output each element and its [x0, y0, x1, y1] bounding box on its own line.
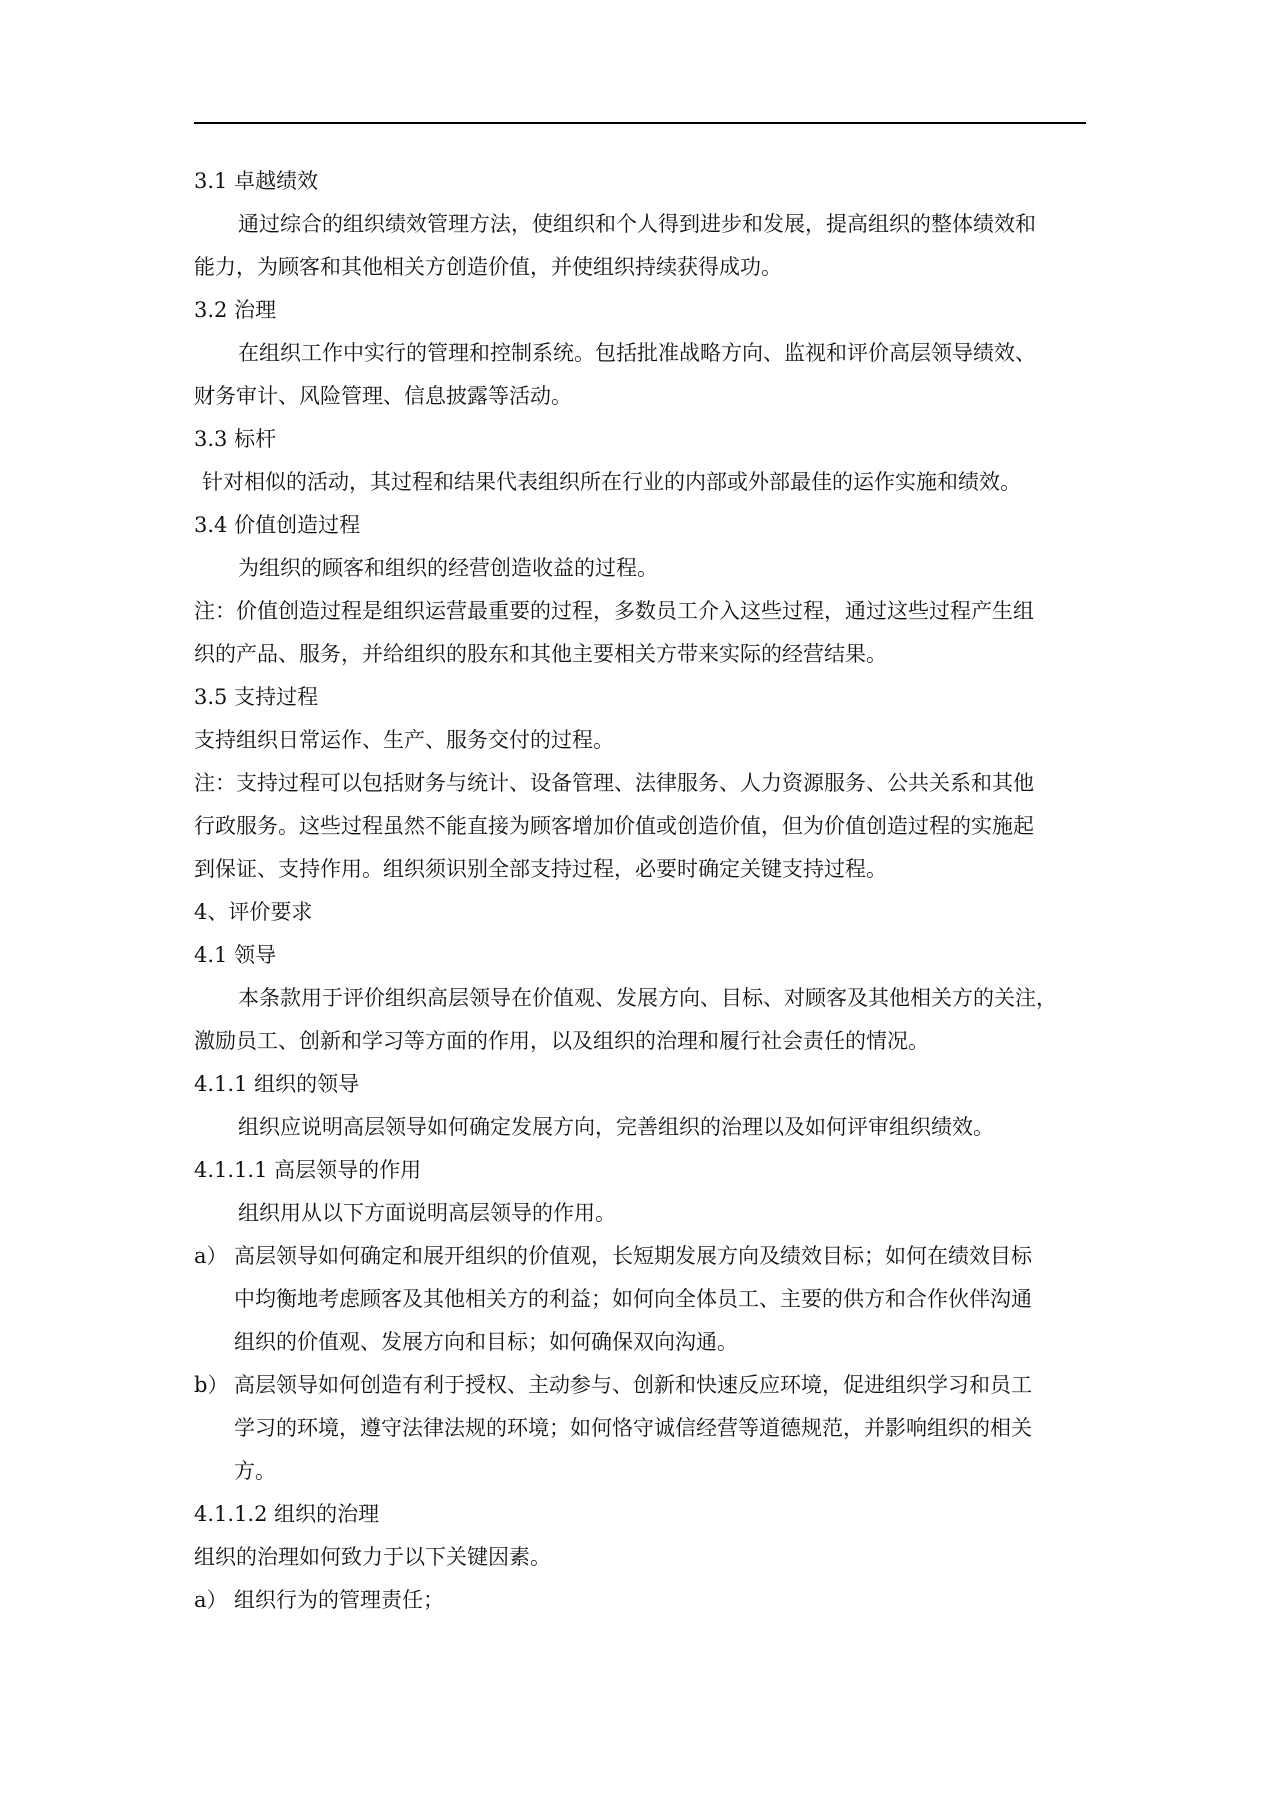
paragraph-line: 注：支持过程可以包括财务与统计、设备管理、法律服务、人力资源服务、公共关系和其他	[194, 771, 1034, 795]
paragraph-line: 到保证、支持作用。组织须识别全部支持过程，必要时确定关键支持过程。	[194, 857, 887, 881]
list-marker: a）	[194, 1588, 228, 1612]
document-body	[194, 160, 1086, 1622]
paragraph-line: 激励员工、创新和学习等方面的作用，以及组织的治理和履行社会责任的情况。	[194, 1029, 929, 1053]
list-item	[194, 1364, 1086, 1493]
paragraph	[194, 461, 1086, 504]
paragraph-line: 能力，为顾客和其他相关方创造价值，并使组织持续获得成功。	[194, 255, 782, 279]
paragraph-line: 通过综合的组织绩效管理方法，使组织和个人得到进步和发展，提高组织的整体绩效和	[238, 212, 1036, 236]
list-line: 学习的环境，遵守法律法规的环境；如何恪守诚信经营等道德规范，并影响组织的相关	[234, 1416, 1032, 1440]
section-heading: 4.1.1.1 高层领导的作用	[194, 1158, 422, 1182]
section-heading: 4、评价要求	[194, 900, 313, 924]
list-text	[234, 1579, 1086, 1622]
list-item	[194, 1235, 1086, 1364]
list-line: 方。	[234, 1459, 276, 1483]
list-text	[234, 1364, 1086, 1493]
paragraph-line: 财务审计、风险管理、信息披露等活动。	[194, 384, 572, 408]
paragraph-line: 本条款用于评价组织高层领导在价值观、发展方向、目标、对顾客及其他相关方的关注，	[238, 986, 1057, 1010]
section-heading: 4.1.1 组织的领导	[194, 1072, 360, 1096]
section-heading: 3.5 支持过程	[194, 685, 319, 709]
header-rule	[194, 122, 1086, 124]
list-line: 高层领导如何创造有利于授权、主动参与、创新和快速反应环境，促进组织学习和员工	[234, 1373, 1032, 1397]
list-marker: b）	[194, 1373, 229, 1397]
paragraph-line: 组织的治理如何致力于以下关键因素。	[194, 1545, 551, 1569]
paragraph-line: 为组织的顾客和组织的经营创造收益的过程。	[238, 556, 658, 580]
paragraph-line: 注：价值创造过程是组织运营最重要的过程，多数员工介入这些过程，通过这些过程产生组	[194, 599, 1034, 623]
paragraph	[194, 1106, 1086, 1149]
list-line: 中均衡地考虑顾客及其他相关方的利益；如何向全体员工、主要的供方和合作伙伴沟通	[234, 1287, 1032, 1311]
section-heading: 4.1.1.2 组织的治理	[194, 1502, 380, 1526]
paragraph-line: 在组织工作中实行的管理和控制系统。包括批准战略方向、监视和评价高层领导绩效、	[238, 341, 1036, 365]
list-marker: a）	[194, 1244, 228, 1268]
paragraph-line: 组织用从以下方面说明高层领导的作用。	[238, 1201, 616, 1225]
paragraph-line: 织的产品、服务，并给组织的股东和其他主要相关方带来实际的经营结果。	[194, 642, 887, 666]
paragraph	[194, 977, 1086, 1063]
paragraph	[194, 332, 1086, 418]
list-line: 组织的价值观、发展方向和目标；如何确保双向沟通。	[234, 1330, 738, 1354]
paragraph	[194, 1192, 1086, 1235]
paragraph-line: 支持组织日常运作、生产、服务交付的过程。	[194, 728, 614, 752]
paragraph-line: 行政服务。这些过程虽然不能直接为顾客增加价值或创造价值，但为价值创造过程的实施起	[194, 814, 1034, 838]
paragraph	[194, 1536, 1086, 1579]
section-heading: 3.1 卓越绩效	[194, 169, 319, 193]
section-heading: 4.1 领导	[194, 943, 277, 967]
list-line: 组织行为的管理责任；	[234, 1588, 444, 1612]
section-heading: 3.2 治理	[194, 298, 277, 322]
paragraph	[194, 547, 1086, 590]
section-heading: 3.4 价值创造过程	[194, 513, 361, 537]
list-text	[234, 1235, 1086, 1364]
list-line: 高层领导如何确定和展开组织的价值观，长短期发展方向及绩效目标；如何在绩效目标	[234, 1244, 1032, 1268]
paragraph-line: 组织应说明高层领导如何确定发展方向，完善组织的治理以及如何评审组织绩效。	[238, 1115, 994, 1139]
list-item	[194, 1579, 1086, 1622]
paragraph	[194, 762, 1086, 891]
paragraph-line: 针对相似的活动，其过程和结果代表组织所在行业的内部或外部最佳的运作实施和绩效。	[202, 470, 1021, 494]
section-heading: 3.3 标杆	[194, 427, 277, 451]
paragraph	[194, 590, 1086, 676]
paragraph	[194, 719, 1086, 762]
paragraph	[194, 203, 1086, 289]
